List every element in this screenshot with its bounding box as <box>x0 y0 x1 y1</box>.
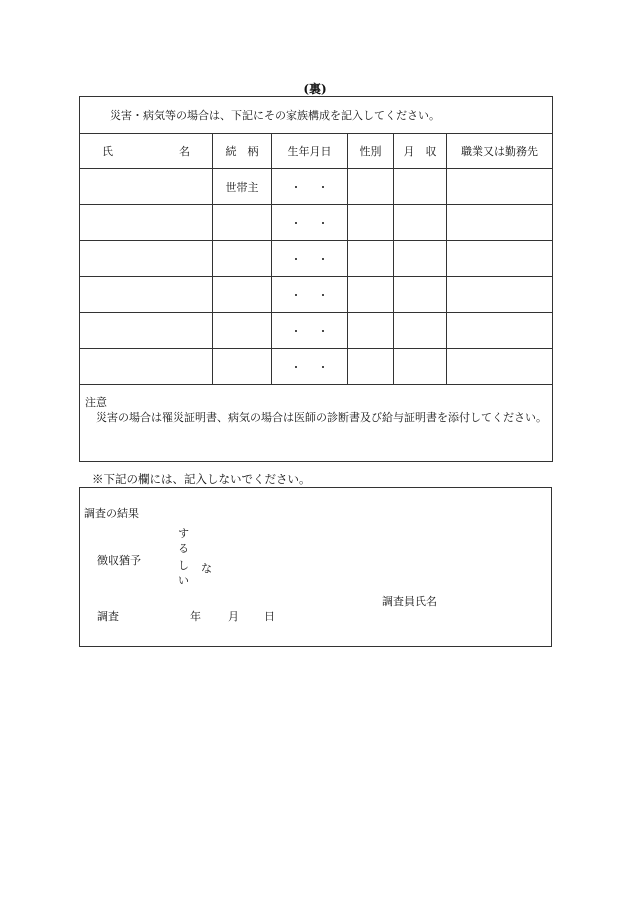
page-label: (裏) <box>303 82 327 96</box>
sex-cell[interactable] <box>348 205 394 241</box>
birth-cell[interactable] <box>272 349 348 385</box>
date-dot: ・ <box>290 216 302 230</box>
sex-cell[interactable] <box>348 349 394 385</box>
income-cell[interactable] <box>394 241 447 277</box>
table-row <box>80 169 553 205</box>
header-relation: 続 柄 <box>213 134 272 169</box>
office-use-memo: ※下記の欄には、記入しないでください。 <box>92 472 311 486</box>
survey-day-label: 日 <box>264 610 275 623</box>
income-cell[interactable] <box>394 349 447 385</box>
relation-cell[interactable] <box>213 205 272 241</box>
survey-month-label: 月 <box>228 610 239 623</box>
birth-cell[interactable] <box>272 277 348 313</box>
header-name <box>80 134 213 169</box>
option-suru[interactable] <box>178 526 189 556</box>
birth-cell[interactable] <box>272 241 348 277</box>
sex-cell[interactable] <box>348 277 394 313</box>
relation-cell[interactable] <box>213 277 272 313</box>
job-cell[interactable] <box>447 241 553 277</box>
table-row <box>80 313 553 349</box>
family-table <box>79 96 553 462</box>
name-cell[interactable] <box>80 349 213 385</box>
survey-year-label: 年 <box>190 610 201 623</box>
surveyor-name-label: 調査員氏名 <box>382 595 437 608</box>
date-dot: ・ <box>317 216 329 230</box>
date-dot: ・ <box>290 252 302 266</box>
survey-date-label: 調査 <box>97 610 119 623</box>
table-row <box>80 277 553 313</box>
job-cell[interactable] <box>447 205 553 241</box>
name-cell[interactable] <box>80 241 213 277</box>
header-income: 月 収 <box>394 134 447 169</box>
sex-cell[interactable] <box>348 241 394 277</box>
income-cell[interactable] <box>394 277 447 313</box>
income-cell[interactable] <box>394 313 447 349</box>
relation-cell[interactable] <box>213 349 272 385</box>
family-intro: 災害・病気等の場合は、下記にその家族構成を記入してください。 <box>80 97 553 134</box>
table-row <box>80 205 553 241</box>
relation-cell[interactable] <box>213 241 272 277</box>
date-dot: ・ <box>290 360 302 374</box>
note-body: 災害の場合は罹災証明書、病気の場合は医師の診断書及び給与証明書を添付してください。 <box>96 411 547 424</box>
income-cell[interactable] <box>394 205 447 241</box>
name-cell[interactable] <box>80 169 213 205</box>
date-dot: ・ <box>290 288 302 302</box>
name-cell[interactable] <box>80 277 213 313</box>
sex-cell[interactable] <box>348 313 394 349</box>
job-cell[interactable] <box>447 169 553 205</box>
option-suru-char: す <box>178 527 189 540</box>
date-dot: ・ <box>317 252 329 266</box>
date-dot: ・ <box>317 288 329 302</box>
name-cell[interactable] <box>80 205 213 241</box>
job-cell[interactable] <box>447 277 553 313</box>
option-na: な <box>201 562 212 575</box>
header-sex: 性別 <box>348 134 394 169</box>
birth-cell[interactable] <box>272 205 348 241</box>
date-dot: ・ <box>290 324 302 338</box>
sex-cell[interactable] <box>348 169 394 205</box>
table-row <box>80 241 553 277</box>
date-dot: ・ <box>317 180 329 194</box>
relation-cell[interactable] <box>213 313 272 349</box>
header-name-left: 氏 <box>102 145 113 158</box>
name-cell[interactable] <box>80 313 213 349</box>
job-cell[interactable] <box>447 349 553 385</box>
date-dot: ・ <box>317 324 329 338</box>
income-cell[interactable] <box>394 169 447 205</box>
header-name-right: 名 <box>179 145 190 158</box>
table-row <box>80 349 553 385</box>
survey-result-box <box>79 487 552 647</box>
note-title: 注意 <box>85 396 107 409</box>
birth-cell[interactable] <box>272 169 348 205</box>
option-suru-char: る <box>178 542 189 555</box>
relation-cell[interactable]: 世帯主 <box>213 169 272 205</box>
job-cell[interactable] <box>447 313 553 349</box>
header-birth: 生年月日 <box>272 134 348 169</box>
option-shinai-char: し <box>178 559 189 572</box>
birth-cell[interactable] <box>272 313 348 349</box>
date-dot: ・ <box>317 360 329 374</box>
option-shinai-char: い <box>178 574 189 587</box>
note-cell <box>80 385 553 462</box>
date-dot: ・ <box>290 180 302 194</box>
header-job: 職業又は勤務先 <box>447 134 553 169</box>
survey-title: 調査の結果 <box>84 507 139 520</box>
deferral-label: 徴収猶予 <box>97 554 141 567</box>
option-shinai[interactable] <box>178 558 189 588</box>
